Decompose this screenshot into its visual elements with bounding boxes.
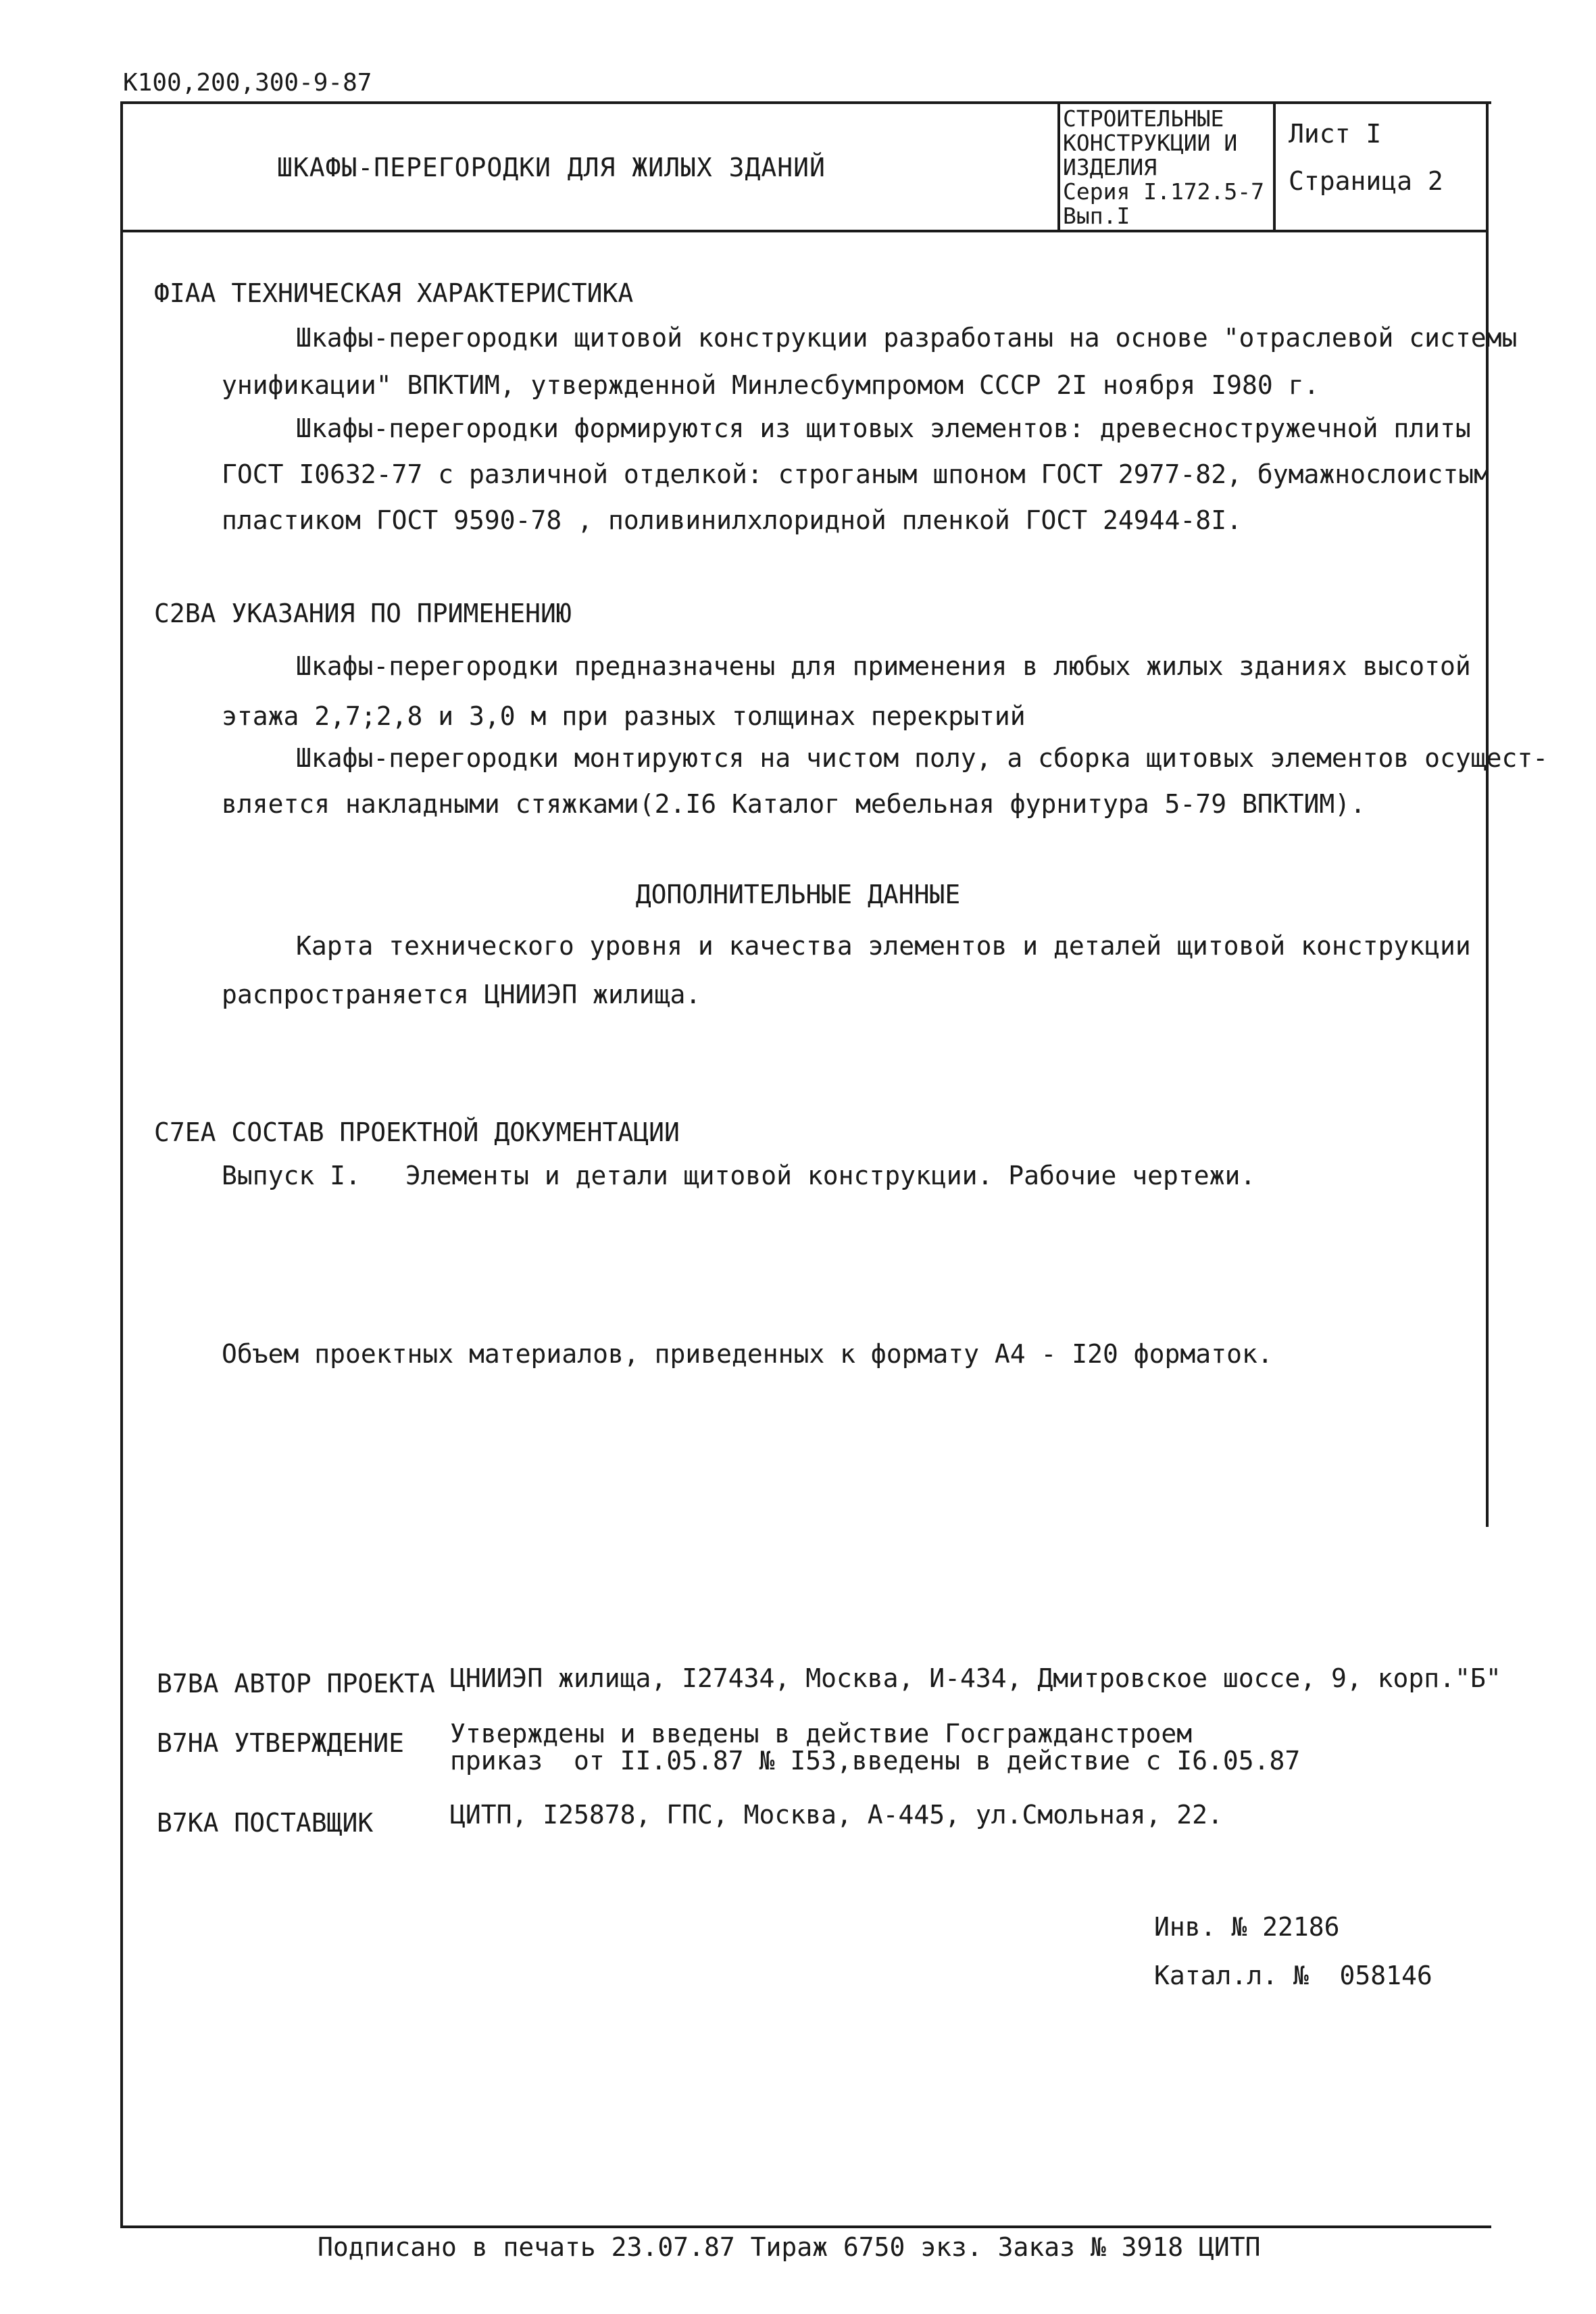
- series-line: Вып.I: [1063, 203, 1130, 229]
- volume-text: Объем проектных материалов, приведенных к формату А4 - I20 форматок.: [222, 1339, 1273, 1369]
- print-footer: Подписано в печать 23.07.87 Тираж 6750 экз. Заказ № 3918 ЦИТП: [318, 2232, 1261, 2262]
- author-label: В7ВА АВТОР ПРОЕКТА: [157, 1669, 435, 1699]
- usage-line: Шкафы-перегородки предназначены для применения в любых жилых зданиях высотой: [296, 651, 1471, 681]
- usage-line: вляется накладными стяжками(2.I6 Каталог мебельная фурнитура 5-79 ВПКТИМ).: [222, 789, 1366, 819]
- sheet-number: Лист I: [1289, 119, 1382, 149]
- document-code: К100,200,300-9-87: [123, 69, 372, 97]
- tech-line: пластиком ГОСТ 9590-78 , поливинилхлоридной пленкой ГОСТ 24944-8I.: [222, 505, 1242, 535]
- document-title: ШКАФЫ-ПЕРЕГОРОДКИ ДЛЯ ЖИЛЫХ ЗДАНИЙ: [277, 153, 826, 182]
- extra-line: распространяется ЦНИИЭП жилища.: [222, 980, 701, 1009]
- tech-line: Шкафы-перегородки щитовой конструкции разработаны на основе "отраслевой системы: [296, 323, 1518, 353]
- approval-label: В7НА УТВЕРЖДЕНИЕ: [157, 1728, 405, 1758]
- section-heading-docs: С7ЕА СОСТАВ ПРОЕКТНОЙ ДОКУМЕНТАЦИИ: [154, 1117, 680, 1147]
- author-text: ЦНИИЭП жилища, I27434, Москва, И-434, Дмитровское шоссе, 9, корп."Б": [450, 1663, 1501, 1693]
- series-line: Серия I.172.5-7: [1063, 178, 1265, 205]
- inventory-number: Инв. № 22186: [1154, 1912, 1340, 1942]
- issue-label: Выпуск I.: [222, 1161, 361, 1190]
- usage-line: этажа 2,7;2,8 и 3,0 м при разных толщинах перекрытий: [222, 701, 1026, 731]
- page-frame-right-edge: [1486, 101, 1489, 1527]
- catalog-number: Катал.л. № 058146: [1154, 1961, 1432, 1990]
- extra-line: Карта технического уровня и качества элементов и деталей щитовой конструкции: [296, 931, 1471, 961]
- section-heading-usage: С2ВА УКАЗАНИЯ ПО ПРИМЕНЕНИЮ: [154, 599, 572, 628]
- approval-line-2: приказ от II.05.87 № I53,введены в действие с I6.05.87: [450, 1746, 1301, 1776]
- tech-line: ГОСТ I0632-77 с различной отделкой: строганым шпоном ГОСТ 2977-82, бумажнослоистым: [222, 459, 1489, 489]
- section-heading-tech: ФIАА ТЕХНИЧЕСКАЯ ХАРАКТЕРИСТИКА: [154, 278, 634, 308]
- supplier-label: В7КА ПОСТАВЩИК: [157, 1808, 374, 1838]
- series-info: [1063, 107, 1264, 228]
- series-line: ИЗДЕЛИЯ: [1063, 154, 1157, 180]
- usage-line: Шкафы-перегородки монтируются на чистом полу, а сборка щитовых элементов осущест-: [296, 743, 1549, 773]
- series-line: СТРОИТЕЛЬНЫЕ: [1063, 105, 1224, 132]
- section-heading-extra: ДОПОЛНИТЕЛЬНЫЕ ДАННЫЕ: [635, 880, 961, 909]
- approval-line-1: Утверждены и введены в действие Госгражданстроем: [450, 1719, 1193, 1749]
- tech-line: Шкафы-перегородки формируются из щитовых элементов: древесностружечной плиты: [296, 413, 1471, 443]
- tech-line: унификации" ВПКТИМ, утвержденной Минлесбумпромом СССР 2I ноября I980 г.: [222, 370, 1320, 400]
- issue-text: Элементы и детали щитовой конструкции. Рабочие чертежи.: [405, 1161, 1256, 1190]
- page-number: Страница 2: [1289, 166, 1443, 196]
- series-line: КОНСТРУКЦИИ И: [1063, 130, 1238, 156]
- supplier-text: ЦИТП, I25878, ГПС, Москва, А-445, ул.Смольная, 22.: [450, 1800, 1223, 1830]
